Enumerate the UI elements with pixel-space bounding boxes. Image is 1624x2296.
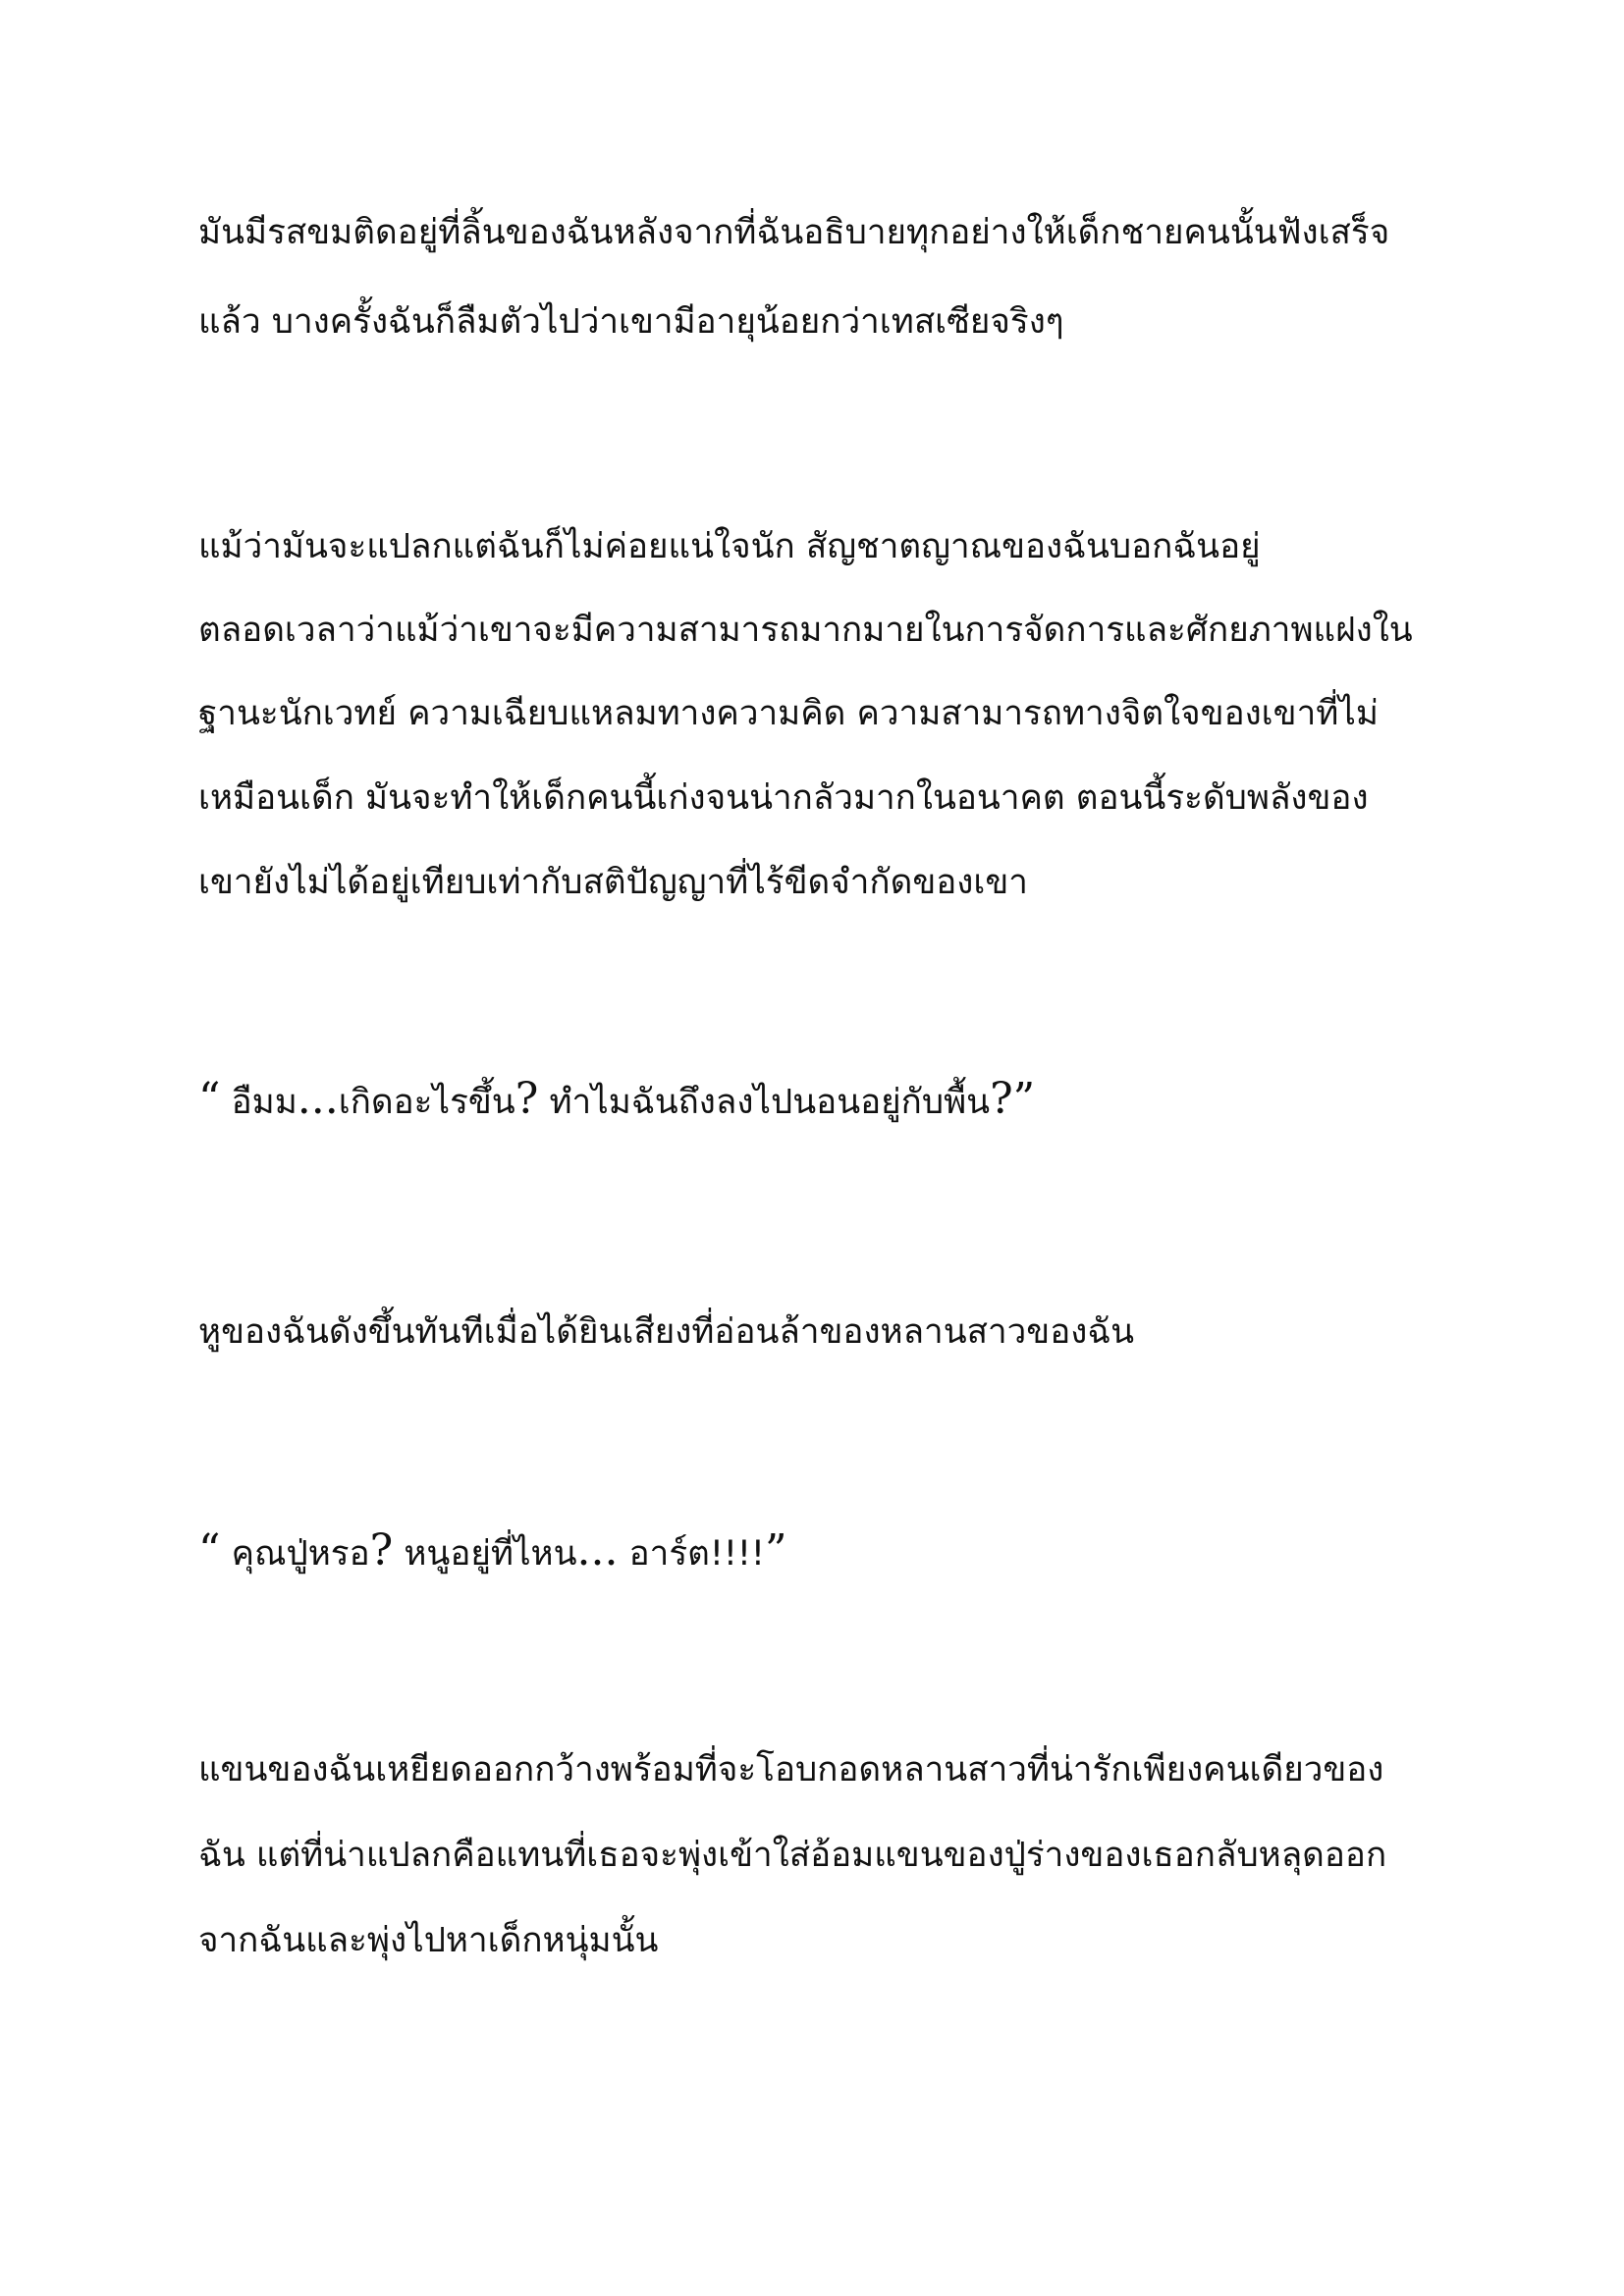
dialogue-1-text-3: ทำไมฉันถึงลงไปนอนอยู่กับพื้น [538, 1083, 991, 1122]
dialogue-1 [198, 1074, 1036, 1124]
dialogue-2-text-2: หนูอยู่ที่ไหน [393, 1534, 577, 1574]
dialogue-2-ellipsis: ... [576, 1525, 619, 1575]
dialogue-1-open-quote: “ [198, 1074, 221, 1124]
paragraph-2-line-5: เขายังไม่ได้อยู่เทียบเท่ากับสติปัญญาที่ไร้ขีดจำกัดของเขา [198, 863, 1028, 902]
paragraph-6-line-3: จากฉันและพุ่งไปหาเด็กหนุ่มนั้น [198, 1921, 659, 1960]
dialogue-1-ellipsis: ... [297, 1074, 339, 1124]
dialogue-2-text-3: อาร์ต!!!! [618, 1534, 765, 1574]
paragraph-2-line-3: ฐานะนักเวทย์ ความเฉียบแหลมทางความคิด ความสามารถทางจิตใจของเขาที่ไม่ [198, 694, 1379, 733]
paragraph-6-line-2: ฉัน แต่ที่น่าแปลกคือแทนที่เธอจะพุ่งเข้าใส่อ้อมแขนของปู่ร่างของเธอกลับหลุดออก [198, 1836, 1387, 1875]
dialogue-1-question-2: ? [990, 1074, 1013, 1124]
paragraph-4-line-1: หูของฉันดังขึ้นทันทีเมื่อได้ยินเสียงที่อ่อนล้าของหลานสาวของฉัน [198, 1312, 1135, 1352]
dialogue-2-text-1: คุณปู่หรอ [220, 1534, 370, 1574]
dialogue-1-text-2: เกิดอะไรขึ้น [338, 1083, 515, 1122]
paragraph-1-line-1: มันมีรสขมติดอยู่ที่ลิ้นของฉันหลังจากที่ฉันอธิบายทุกอย่างให้เด็กชายคนนั้นฟังเสร็จ [198, 213, 1390, 252]
dialogue-1-question-1: ? [514, 1074, 539, 1124]
paragraph-1-line-2: แล้ว บางครั้งฉันก็ลืมตัวไปว่าเขามีอายุน้อยกว่าเทสเซียจริงๆ [198, 302, 1064, 342]
dialogue-1-close-quote: ” [1012, 1074, 1036, 1124]
dialogue-1-text-1: อืมม [220, 1083, 298, 1122]
dialogue-2-close-quote: ” [764, 1525, 787, 1575]
paragraph-2-line-2: ตลอดเวลาว่าแม้ว่าเขาจะมีความสามารถมากมายในการจัดการและศักยภาพแฝงใน [198, 611, 1413, 650]
dialogue-2 [198, 1525, 787, 1575]
paragraph-2-line-1: แม้ว่ามันจะแปลกแต่ฉันก็ไม่ค่อยแน่ใจนัก สัญชาตญาณของฉันบอกฉันอยู่ [198, 527, 1261, 566]
paragraph-2-line-4: เหมือนเด็ก มันจะทำให้เด็กคนนี้เก่งจนน่ากลัวมากในอนาคต ตอนนี้ระดับพลังของ [198, 778, 1369, 818]
paragraph-6-line-1: แขนของฉันเหยียดออกกว้างพร้อมที่จะโอบกอดหลานสาวที่น่ารักเพียงคนเดียวของ [198, 1750, 1384, 1789]
dialogue-2-open-quote: “ [198, 1525, 221, 1575]
dialogue-2-question: ? [369, 1525, 394, 1575]
